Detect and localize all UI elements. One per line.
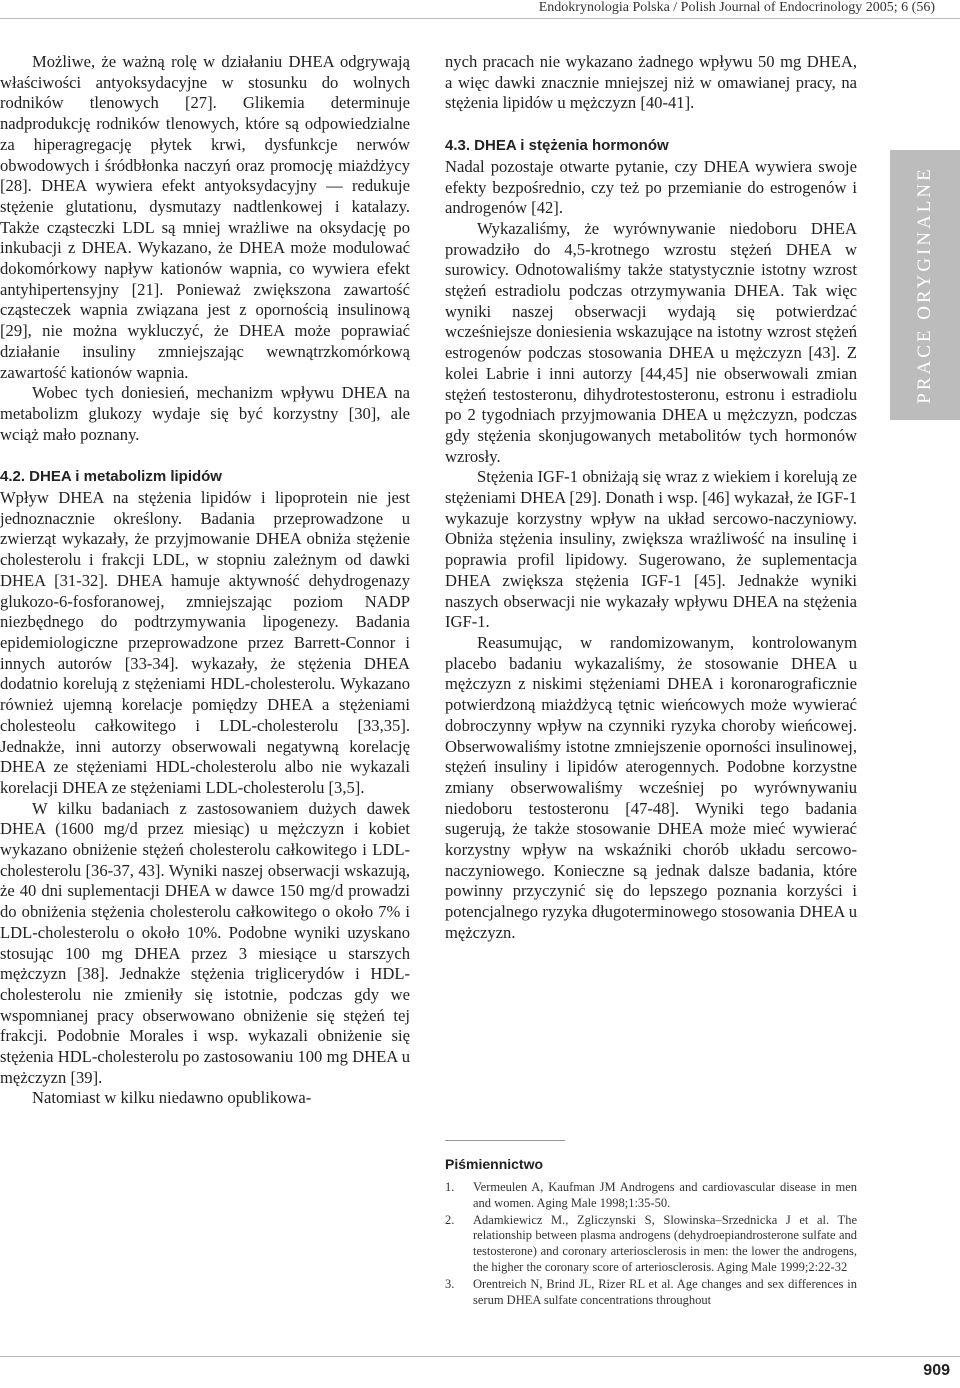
paragraph: Nadal pozostaje otwarte pytanie, czy DHEA wywiera swoje efekty bezpośrednio, czy też po przemianie do estrogenów i androgenów [42]. xyxy=(445,156,857,218)
reference-number: 2. xyxy=(445,1212,455,1227)
left-column xyxy=(0,52,410,1109)
references-heading: Piśmiennictwo xyxy=(445,1156,544,1172)
reference-text: Orentreich N, Brind JL, Rizer RL et al. Age changes and sex differences in serum DHEA sulfate concentrations throughout xyxy=(473,1276,857,1307)
reference-text: Adamkiewicz M., Zgliczynski S, Slowinska–Srzednicka J et al. The relationship between plasma androgens (dehydroepiandrosterone sulfate and testosterone) and coronary arteriosclerosis in men: the lower the androgens, the higher the coronary score of arteriosclerosis. Aging Male 1999;2:22-32 xyxy=(473,1212,857,1274)
reference-item xyxy=(445,1213,857,1276)
reference-number: 3. xyxy=(445,1276,455,1291)
paragraph: Natomiast w kilku niedawno opublikowa- xyxy=(32,1088,312,1108)
paragraph: Wobec tych doniesień, mechanizm wpływu DHEA na metabolizm glukozy wydaje się być korzystny [30], ale wciąż mało poznany. xyxy=(0,383,410,444)
reference-text: Vermeulen A, Kaufman JM Androgens and cardiovascular disease in men and women. Aging Male 1998;1:35-50. xyxy=(473,1180,857,1210)
references-list xyxy=(445,1180,857,1309)
page-number: 909 xyxy=(923,1362,950,1379)
reference-item xyxy=(445,1180,857,1212)
paragraph: Stężenia IGF-1 obniżają się wraz z wiekiem i korelują ze stężeniami DHEA [29]. Donath i wsp. [46] wykazał, że IGF-1 wykazuje korzystny wpływ na układ sercowo-naczyniowy. Obniża stężenia insuliny, zwiększa wrażliwość na insulinę i poprawia profil lipidowy. Sugerowano, że suplementacja DHEA zwiększa stężenia IGF-1 [45]. Jednakże wyniki naszych obserwacji nie wykazały wpływu DHEA na stężenia IGF-1. xyxy=(445,467,857,632)
section-heading-4-2: 4.2. DHEA i metabolizm lipidów xyxy=(0,468,222,486)
paragraph: Wpływ DHEA na stężenia lipidów i lipoprotein nie jest jednoznacznie określony. Badania przeprowadzone u zwierząt wykazały, że przyjmowanie DHEA obniża stężenie cholesterolu i frakcji LDL, w stopniu zależnym od dawki DHEA [31-32]. DHEA hamuje aktywność dehydrogenazy glukozo-6-fosforanowej, zmniejszając poziom NADP niezbędnego do podtrzymywania lipogenezy. Badania epidemiologiczne przeprowadzone przez Barrett-Connor i innych autorów [33-34]. wykazały, że stężenia DHEA dodatnio korelują z stężeniami HDL-cholesterolu. Wykazano również ujemną korelacje pomiędzy DHEA a stężeniami cholesteolu całkowitego i LDL-cholesterolu [33,35]. Jednakże, inni autorzy obserwowali negatywną korelację DHEA ze stężeniami HDL-cholesterolu albo nie wykazali korelacji DHEA ze stężeniami LDL-cholesterolu [3,5]. xyxy=(0,488,410,797)
paragraph: Reasumując, w randomizowanym, kontrolowanym placebo badaniu wykazaliśmy, że stosowanie DHEA u mężczyzn z niskimi stężeniami DHEA i koronarograficznie potwierdzoną miażdżycą tętnic wieńcowych może wywierać dobroczynny wpływ na czynniki ryzyka choroby wieńcowej. Obserwowaliśmy istotne zmniejszenie oporności insulinowej, stężeń insuliny i lipidów aterogennych. Podobne korzystne zmiany obserwowaliśmy wcześniej po wyrównywaniu niedoboru testosteronu [47-48]. Wyniki tego badania sugerują, że także stosowanie DHEA może mieć wywierać korzystny wpływ na wskaźniki chorób układu sercowo-naczyniowego. Konieczne są jednak dalsze badania, które powinny przyczynić się do lepszego poznania korzyści i potencjalnego ryzyka długoterminowego stosowania DHEA u mężczyzn. xyxy=(445,632,857,942)
paragraph: nych pracach nie wykazano żadnego wpływu 50 mg DHEA, a więc dawki znacznie mniejszej niż w omawianej pracy, na stężenia lipidów u mężczyzn [40-41]. xyxy=(445,52,857,113)
paragraph: W kilku badaniach z zastosowaniem dużych dawek DHEA (1600 mg/d przez miesiąc) u mężczyzn i kobiet wykazano obniżenie stężeń cholesterolu całkowitego i LDL-cholesterolu [36-37, 43]. Wyniki naszej obserwacji wskazują, że 40 dni suplementacji DHEA w dawce 150 mg/d prowadzi do obniżenia stężenia cholesterolu całkowitego o około 7% i LDL-cholesterolu o około 10%. Podobne wyniki uzyskano stosując 100 mg DHEA przez 3 miesiące u starszych mężczyzn [38]. Jednakże stężenia triglicerydów i HDL-cholesterolu nie zmieniły się istotnie, podczas gdy we wspomnianej pracy obserwowano obniżenie się stężeń tej frakcji. Podobnie Morales i wsp. wykazali obniżenie się stężenia HDL-cholesterolu po zastosowaniu 100 mg DHEA u mężczyzn [39]. xyxy=(0,798,410,1087)
references-divider xyxy=(445,1140,565,1141)
journal-header: Endokrynologia Polska / Polish Journal of Endocrinology 2005; 6 (56) xyxy=(538,0,935,15)
paragraph: Wykazaliśmy, że wyrównywanie niedoboru DHEA prowadziło do 4,5-krotnego wzrostu stężeń DHEA w surowicy. Odnotowaliśmy także statystycznie istotny wzrost stężeń estradiolu podczas otrzymywania DHEA. Tak więc wyniki naszej obserwacji wydają się potwierdzać wcześniejsze doniesienia wskazujące na istotny wzrost stężeń estrogenów podczas stosowania DHEA u mężczyzn [43]. Z kolei Labrie i inni autorzy [44,45] nie obserwowali zmian stężeń testosteronu, dihydrotestosteronu, estronu i estradiolu po 2 tygodniach przyjmowania DHEA u mężczyzn, podczas gdy stężenia skonjugowanych metabolitów tych hormonów wzrosły. xyxy=(445,218,857,466)
paragraph: Możliwe, że ważną rolę w działaniu DHEA odgrywają właściwości antyoksydacyjne w stosunku do wolnych rodników tlenowych [27]. Glikemia determinuje nadprodukcję rodników tlenowych, które są odpowiedzialne za hiperagregację płytek krwi, dysfunkcje nerwów obwodowych i śródbłonka naczyń oraz promocję miażdżycy [28]. DHEA wywiera efekt antyoksydacyjny — redukuje stężenie glutationu, dysmutazy nadtlenkowej i katalazy. Także cząsteczki LDL są mniej wrażliwe na oksydację po inkubacji z DHEA. Wykazano, że DHEA może modulować dokomórkowy napływ kationów wapnia, co wywiera efekt antyhipertensyjny [21]. Ponieważ zwiększona zawartość cząsteczek wapnia związana jest z opornością insulinową [29], nie można wykluczyć, że DHEA może poprawiać działanie insuliny zmniejszając wewnątrzkomórkową zawartość kationów wapnia. xyxy=(0,52,410,382)
section-sidebar-tab xyxy=(890,150,960,420)
reference-item xyxy=(445,1277,857,1309)
reference-number: 1. xyxy=(445,1180,455,1194)
footer-rule xyxy=(0,1356,960,1357)
right-column xyxy=(445,52,857,944)
section-heading-4-3: 4.3. DHEA i stężenia hormonów xyxy=(445,137,669,155)
sidebar-label: PRACE ORYGINALNE xyxy=(914,166,935,404)
